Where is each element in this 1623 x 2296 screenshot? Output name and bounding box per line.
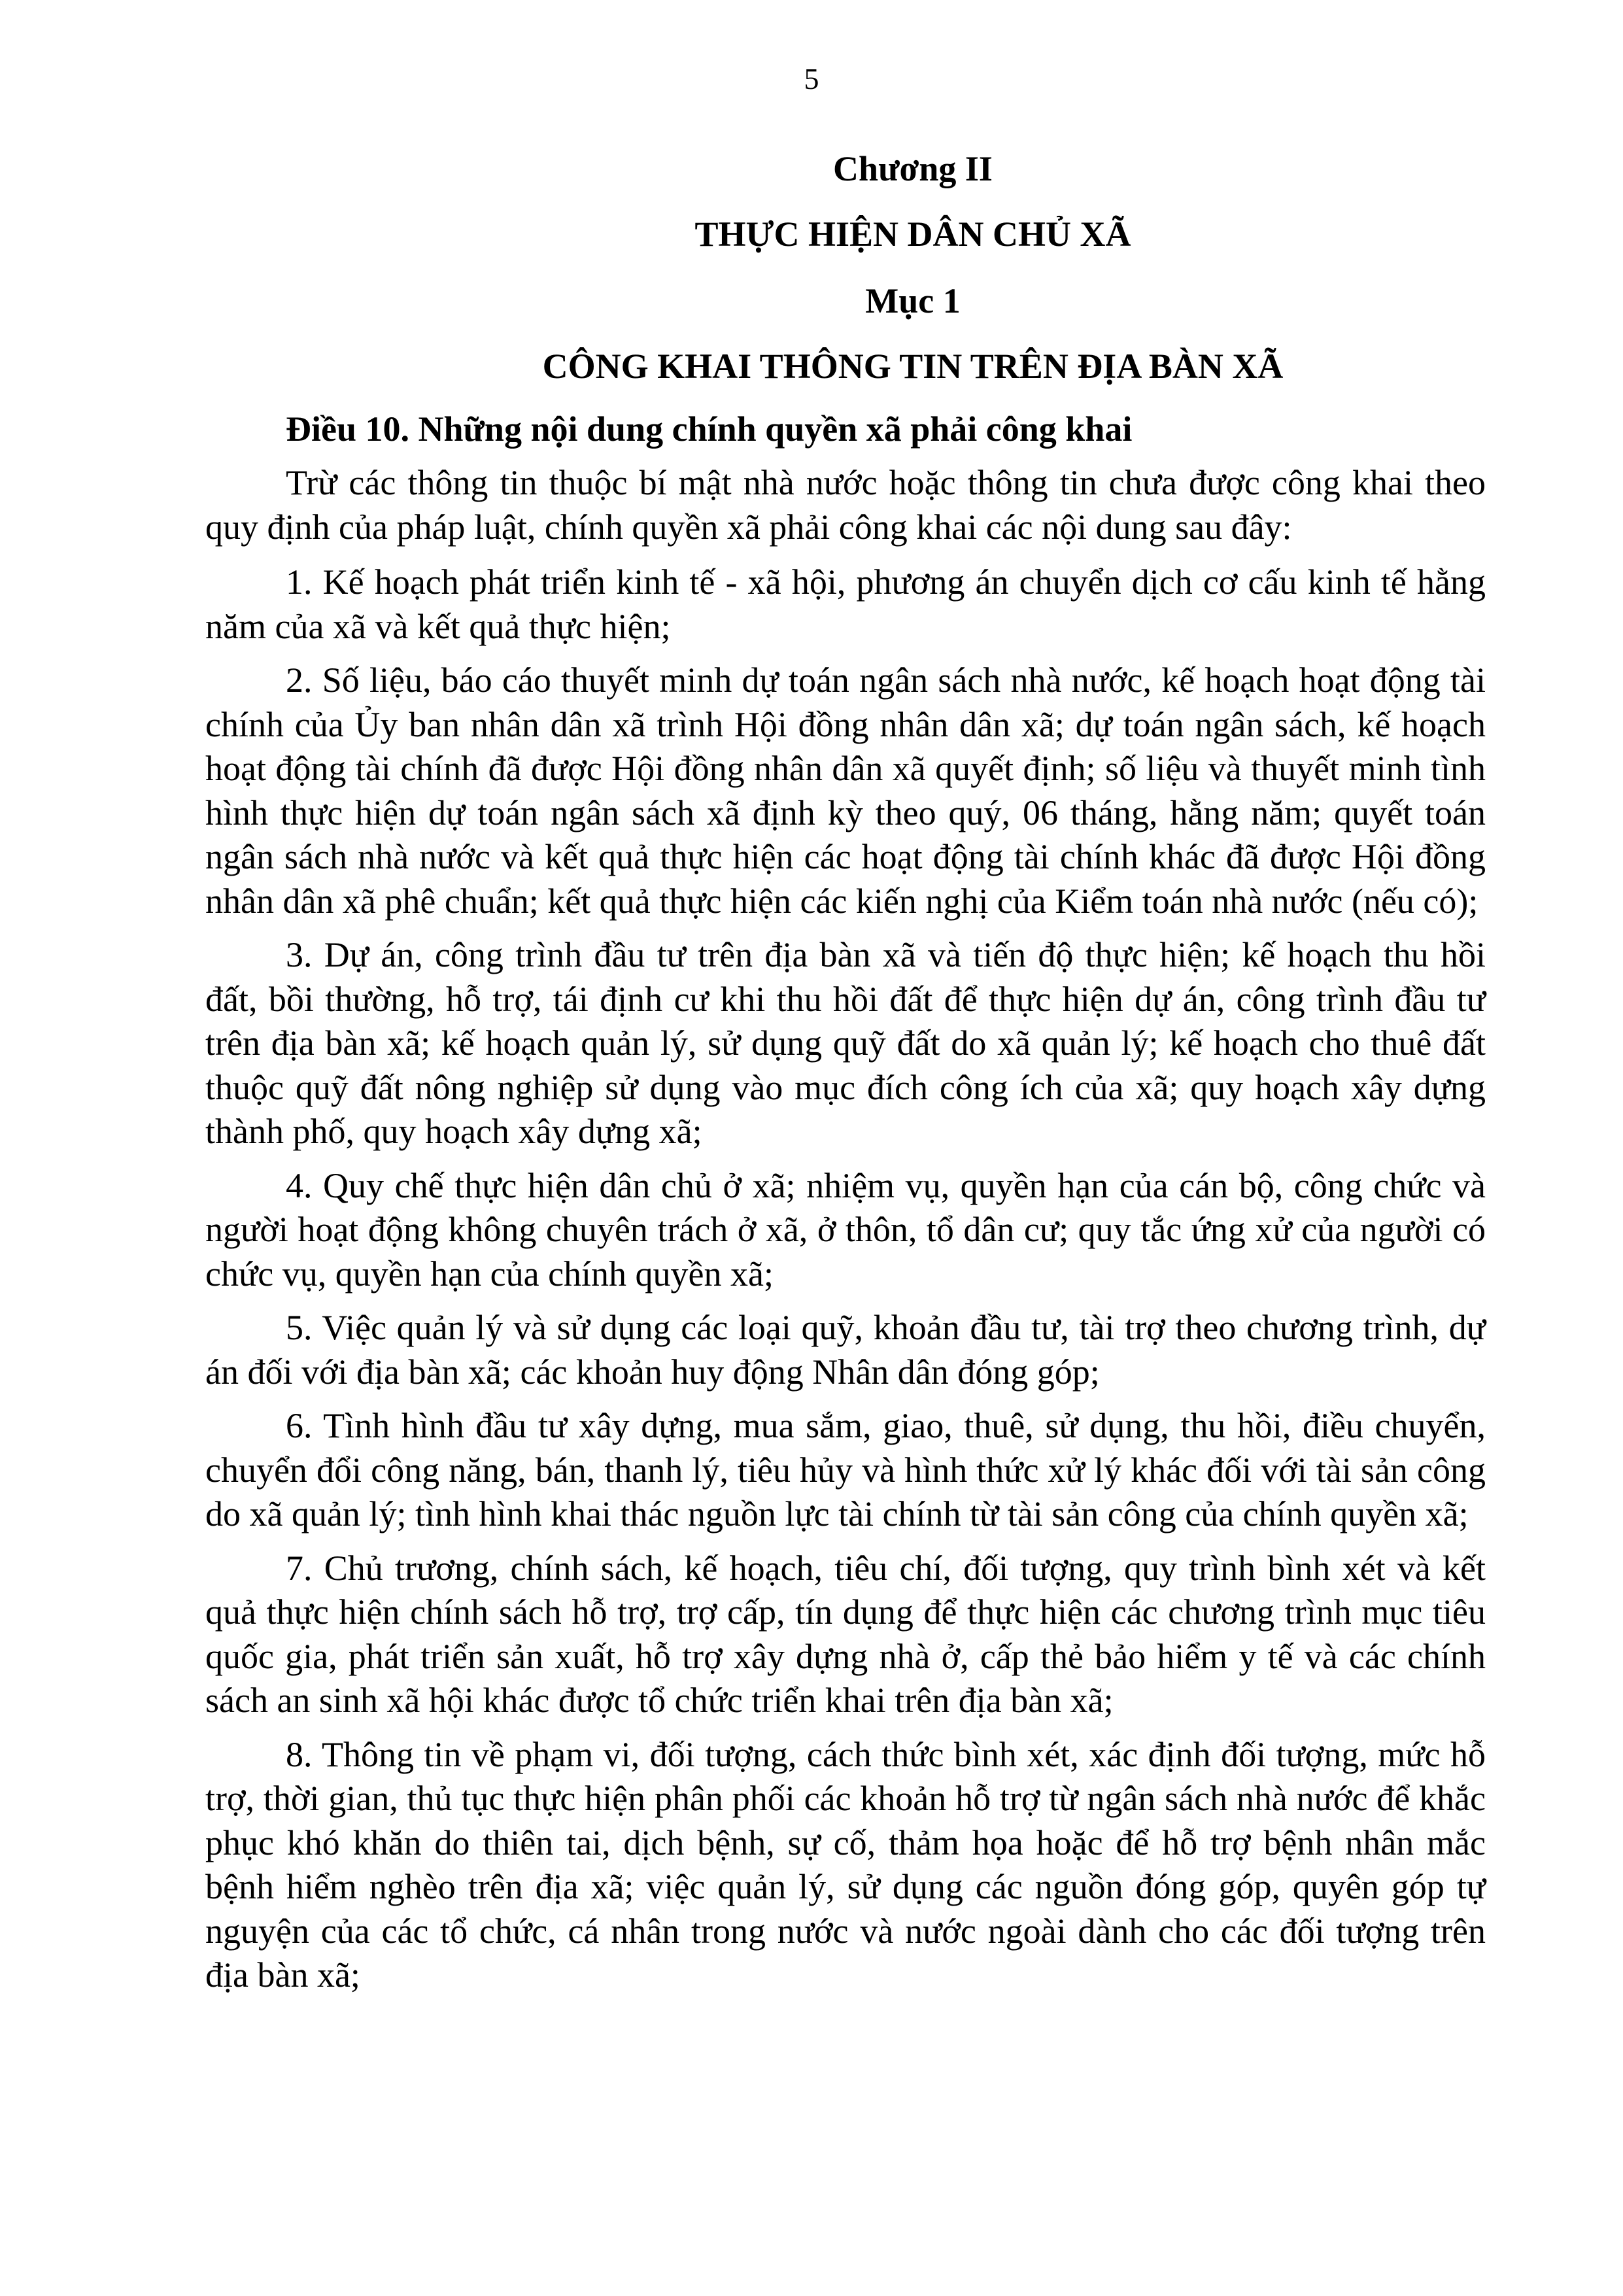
page-number: 5 [804,62,819,95]
article-title: Điều 10. Những nội dung chính quyền xã phải công khai [286,409,1133,449]
list-item: 3. Dự án, công trình đầu tư trên địa bàn xã và tiến độ thực hiện; kế hoạch thu hồi đất, bồi thường, hỗ trợ, tái định cư khi thu hồi đất để thực hiện dự án, công trình đầu tư trên địa bàn xã; kế hoạch quản lý, sử dụng quỹ đất do xã quản lý; kế hoạch cho thuê đất thuộc quỹ đất nông nghiệp sử dụng vào mục đích công ích của xã; quy hoạch xây dựng thành phố, quy hoạch xây dựng xã; [205,935,1486,1151]
section-name: CÔNG KHAI THÔNG TIN TRÊN ĐỊA BÀN XÃ [542,347,1284,386]
article-body [205,461,1486,2008]
list-item: 7. Chủ trương, chính sách, kế hoạch, tiêu chí, đối tượng, quy trình bình xét và kết quả thực hiện chính sách hỗ trợ, trợ cấp, tín dụng để thực hiện các chương trình mục tiêu quốc gia, phát triển sản xuất, hỗ trợ xây dựng nhà ở, cấp thẻ bảo hiểm y tế và các chính sách an sinh xã hội khác được tổ chức triển khai trên địa bàn xã; [205,1548,1486,1720]
chapter-title: Chương II [833,149,993,188]
article-intro: Trừ các thông tin thuộc bí mật nhà nước hoặc thông tin chưa được công khai theo quy định của pháp luật, chính quyền xã phải công khai các nội dung sau đây: [205,463,1486,547]
list-item: 4. Quy chế thực hiện dân chủ ở xã; nhiệm vụ, quyền hạn của cán bộ, công chức và người hoạt động không chuyên trách ở xã, ở thôn, tổ dân cư; quy tắc ứng xử của người có chức vụ, quyền hạn của chính quyền xã; [205,1165,1486,1294]
list-item: 8. Thông tin về phạm vi, đối tượng, cách thức bình xét, xác định đối tượng, mức hỗ trợ, thời gian, thủ tục thực hiện phân phối các khoản hỗ trợ từ ngân sách nhà nước để khắc phục khó khăn do thiên tai, dịch bệnh, sự cố, thảm họa hoặc để hỗ trợ bệnh nhân mắc bệnh hiểm nghèo trên địa xã; việc quản lý, sử dụng các nguồn đóng góp, quyên góp tự nguyện của các tổ chức, cá nhân trong nước và nước ngoài dành cho các đối tượng trên địa bàn xã; [205,1734,1486,1995]
section-title: Mục 1 [865,281,961,320]
list-item: 6. Tình hình đầu tư xây dựng, mua sắm, giao, thuê, sử dụng, thu hồi, điều chuyển, chuyển đổi công năng, bán, thanh lý, tiêu hủy và hình thức xử lý khác đối với tài sản công do xã quản lý; tình hình khai thác nguồn lực tài chính từ tài sản công của chính quyền xã; [205,1406,1486,1534]
chapter-name: THỰC HIỆN DÂN CHỦ XÃ [694,214,1131,254]
list-item: 5. Việc quản lý và sử dụng các loại quỹ, khoản đầu tư, tài trợ theo chương trình, dự án đối với địa bàn xã; các khoản huy động Nhân dân đóng góp; [205,1308,1486,1392]
list-item: 1. Kế hoạch phát triển kinh tế - xã hội, phương án chuyển dịch cơ cấu kinh tế hằng năm của xã và kết quả thực hiện; [205,562,1486,646]
list-item: 2. Số liệu, báo cáo thuyết minh dự toán ngân sách nhà nước, kế hoạch hoạt động tài chính của Ủy ban nhân dân xã trình Hội đồng nhân dân xã; dự toán ngân sách, kế hoạch hoạt động tài chính đã được Hội đồng nhân dân xã quyết định; số liệu và thuyết minh tình hình thực hiện dự toán ngân sách xã định kỳ theo quý, 06 tháng, hằng năm; quyết toán ngân sách nhà nước và kết quả thực hiện các hoạt động tài chính khác đã được Hội đồng nhân dân xã phê chuẩn; kết quả thực hiện các kiến nghị của Kiểm toán nhà nước (nếu có); [205,660,1486,921]
